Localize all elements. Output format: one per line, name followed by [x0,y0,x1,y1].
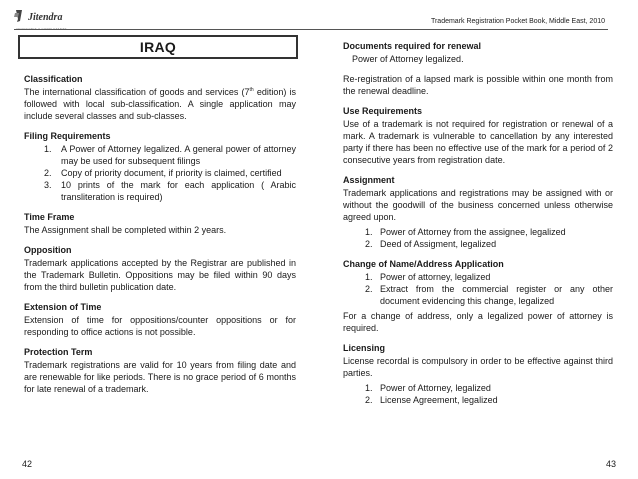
renewal-docs-section [343,40,613,65]
extension-text: Extension of time for oppositions/counter oppositions or for responding to office actions is not possible. [24,315,296,337]
list-item: 1. Power of Attorney from the assignee, legalized [365,227,566,237]
list-item: 2. Deed of Assigment, legalized [365,239,497,249]
change-section [343,258,613,334]
renewal-docs-text: Power of Attorney legalized. [352,54,464,64]
list-item: 1. Power of Attorney, legalized [365,383,491,393]
left-page-number: 42 [22,459,33,469]
classification-text: The international classification of goods and services (7th edition) is followed with local sub-classification. A single application may include several classes and sub-classes. [24,87,296,121]
classification-section [24,73,296,122]
use-heading: Use Requirements [343,106,423,116]
jitendra-logo-icon [14,9,24,23]
licensing-heading: Licensing [343,343,386,353]
change-heading: Change of Name/Address Application [343,259,504,269]
use-text: Use of a trademark is not required for registration or renewal of a mark. A trademark is vulnerable to cancellation by any interested party if there has been no effective use of the mark for a period of 2 consecutive years from registration date. [343,119,613,165]
change-list [343,271,613,307]
reregistration-section [343,73,613,97]
change-text: For a change of address, only a legalized power of attorney is required. [343,311,613,333]
left-column [24,73,296,403]
protection-text: Trademark registrations are valid for 10 years from filing date and are renewable for like periods. There is no grace period of 6 months for late renewal of a trademark. [24,360,296,394]
country-title: IRAQ [18,35,298,59]
assignment-list [343,226,613,250]
protection-heading: Protection Term [24,347,93,357]
filing-heading: Filing Requirements [24,131,111,141]
assignment-heading: Assignment [343,175,395,185]
assignment-section [343,174,613,250]
assignment-text: Trademark applications and registrations may be assigned with or without the goodwill of the business concerned unless otherwise agreed upon. [343,188,613,222]
opposition-heading: Opposition [24,245,72,255]
filing-list [24,143,296,203]
licensing-section [343,342,613,406]
time-frame-section [24,211,296,236]
header-divider [14,29,608,30]
right-column [343,40,613,414]
list-item: 2. License Agreement, legalized [365,395,498,405]
right-page-number: 43 [605,459,616,469]
list-item: 2. Extract from the commercial register or any other document evidencing this change, legalized [365,284,613,306]
running-header: Trademark Registration Pocket Book, Middle East, 2010 [430,18,605,25]
opposition-text: Trademark applications accepted by the Registrar are published in the Trademark Bulletin. Oppositions may be filed within 90 days from the third bulletin publication date. [24,258,296,292]
list-item: 2. Copy of priority document, if priority is claimed, certified [44,168,282,178]
protection-section [24,346,296,395]
logo-name: Jitendra [28,12,63,23]
use-section [343,105,613,166]
opposition-section [24,244,296,293]
logo-tagline: ADVOCATES & CONSULTANTS [16,27,67,31]
list-item: 1. Power of attorney, legalized [365,272,491,282]
jitendra-logo [14,6,67,36]
extension-heading: Extension of Time [24,302,102,312]
licensing-list [343,382,613,406]
classification-heading: Classification [24,74,83,84]
licensing-text: License recordal is compulsory in order to be effective against third parties. [343,356,613,378]
reregistration-text: Re-registration of a lapsed mark is possible within one month from the renewal deadline. [343,74,613,96]
list-item: 3. 10 prints of the mark for each application ( Arabic transliteration is required) [44,180,296,202]
time-frame-heading: Time Frame [24,212,75,222]
list-item: 1. A Power of Attorney legalized. A general power of attorney may be used for subsequent filings [44,144,296,166]
filing-section [24,130,296,203]
renewal-docs-heading: Documents required for renewal [343,41,482,51]
extension-section [24,301,296,338]
time-frame-text: The Assignment shall be completed within 2 years. [24,225,227,235]
